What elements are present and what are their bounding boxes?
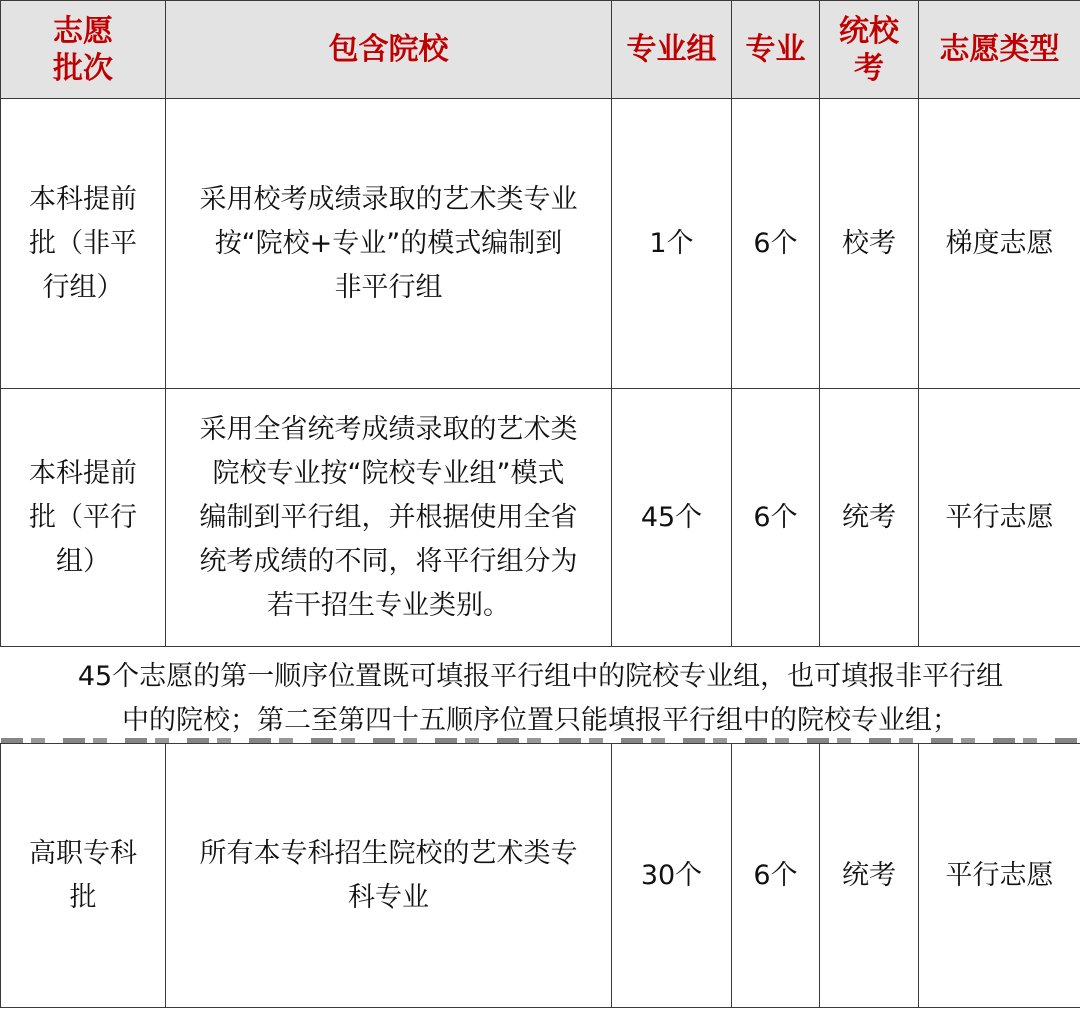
header-major-group: 专业组 xyxy=(612,1,732,99)
table-row xyxy=(1,389,1080,647)
major-cell: 6个 xyxy=(732,389,820,647)
schools-cell xyxy=(166,744,612,1008)
table-header-row xyxy=(1,1,1080,99)
major-cell: 6个 xyxy=(732,99,820,389)
exam-cell: 校考 xyxy=(820,99,919,389)
table-row xyxy=(1,744,1080,1008)
batch-cell xyxy=(1,389,166,647)
major-cell: 6个 xyxy=(732,744,820,1008)
header-exam: 统校 考 xyxy=(820,1,919,99)
schools-text: 采用全省统考成绩录取的艺术类 院校专业按“院校专业组”模式 编制到平行组，并根据使用全省 统考成绩的不同，将平行组分为 若干招生专业类别。 xyxy=(199,413,578,621)
note-text: 45个志愿的第一顺序位置既可填报平行组中的院校专业组，也可填报非平行组 中的院校；第二至第四十五顺序位置只能填报平行组中的院校专业组； xyxy=(77,661,1004,736)
batch-cell xyxy=(1,99,166,389)
batch-text: 本科提前 批（平行 组） xyxy=(29,457,137,577)
cropped-text-edge xyxy=(1,738,1080,743)
major-group-cell: 30个 xyxy=(612,744,732,1008)
volunteer-type-cell: 平行志愿 xyxy=(919,744,1080,1008)
volunteer-type-cell: 梯度志愿 xyxy=(919,99,1080,389)
major-group-cell: 1个 xyxy=(612,99,732,389)
schools-cell xyxy=(166,389,612,647)
note-row xyxy=(1,647,1080,744)
schools-cell xyxy=(166,99,612,389)
batch-text: 高职专科 批 xyxy=(29,837,137,913)
table-row xyxy=(1,99,1080,389)
major-group-cell: 45个 xyxy=(612,389,732,647)
header-major: 专业 xyxy=(732,1,820,99)
exam-cell: 统考 xyxy=(820,389,919,647)
header-batch: 志愿 批次 xyxy=(1,1,166,99)
header-schools: 包含院校 xyxy=(166,1,612,99)
header-volunteer-type: 志愿类型 xyxy=(919,1,1080,99)
batch-text: 本科提前 批（非平 行组） xyxy=(29,183,137,303)
schools-text: 所有本专科招生院校的艺术类专 科专业 xyxy=(199,837,578,913)
batch-cell xyxy=(1,744,166,1008)
note-cell xyxy=(1,647,1080,744)
schools-text: 采用校考成绩录取的艺术类专业 按“院校+专业”的模式编制到 非平行组 xyxy=(199,183,578,303)
exam-cell: 统考 xyxy=(820,744,919,1008)
volunteer-type-cell: 平行志愿 xyxy=(919,389,1080,647)
